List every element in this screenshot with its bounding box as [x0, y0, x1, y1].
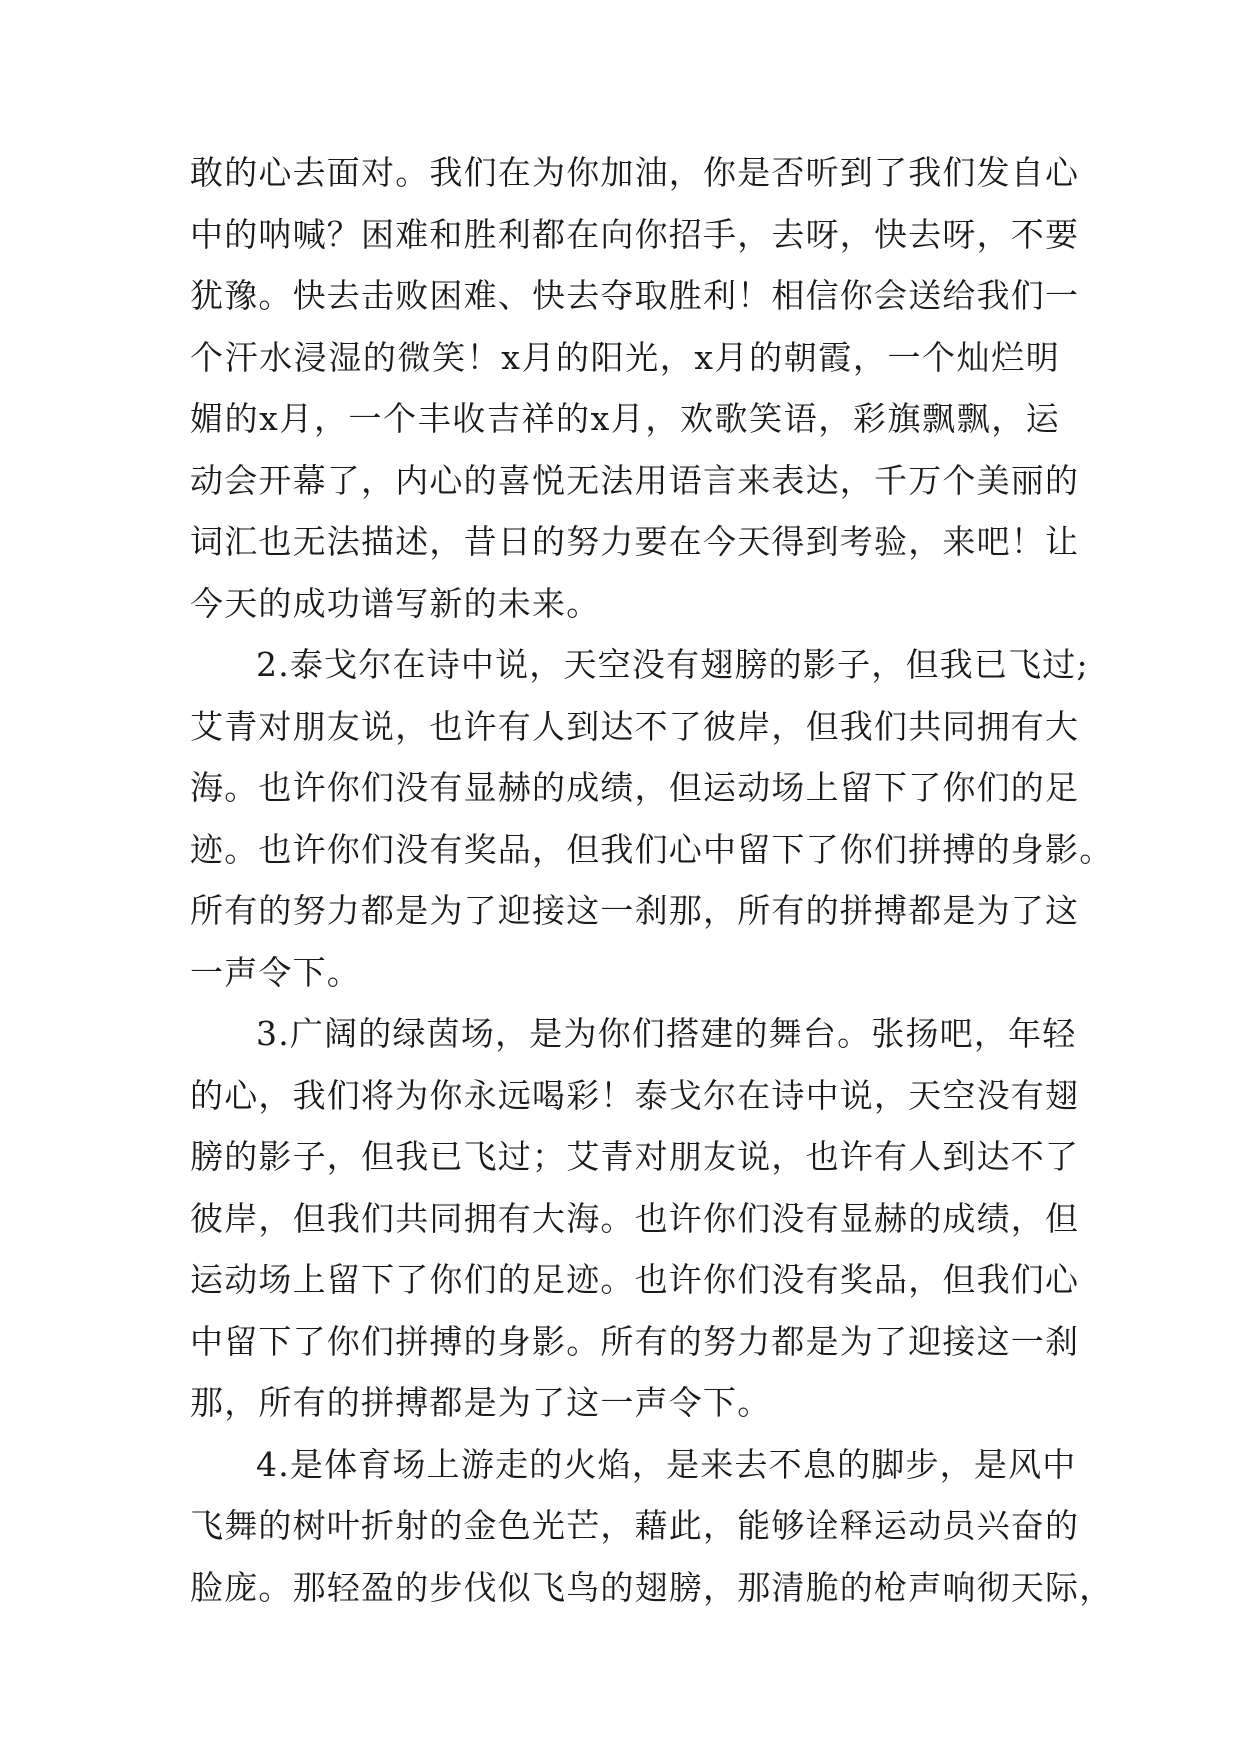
text-line: 彼岸，但我们共同拥有大海。也许你们没有显赫的成绩，但 — [190, 1198, 1080, 1238]
text-line: 那，所有的拼搏都是为了这一声令下。 — [190, 1383, 772, 1422]
text-line: 运动场上留下了你们的足迹。也许你们没有奖品，但我们心 — [190, 1260, 1080, 1299]
text-line: 媚的x月，一个丰收吉祥的x月，欢歌笑语，彩旗飘飘，运 — [190, 399, 1060, 438]
text-line: 迹。也许你们没有奖品，但我们心中留下了你们拼搏的身影。 — [190, 829, 1114, 869]
text-line: 中留下了你们拼搏的身影。所有的努力都是为了迎接这一刹 — [190, 1321, 1080, 1361]
text-line: 动会开幕了，内心的喜悦无法用语言来表达，千万个美丽的 — [190, 460, 1080, 500]
paragraph-4 — [190, 1434, 1114, 1619]
text-line: 2.泰戈尔在诗中说，天空没有翅膀的影子，但我已飞过; — [256, 645, 1089, 684]
paragraph-3 — [190, 1003, 1080, 1434]
text-line: 词汇也无法描述，昔日的努力要在今天得到考验，来吧！让 — [190, 522, 1080, 561]
paragraph-2 — [190, 634, 1114, 1003]
text-line: 中的呐喊？困难和胜利都在向你招手，去呀，快去呀，不要 — [190, 214, 1080, 254]
text-line: 今天的成功谱写新的未来。 — [190, 583, 601, 623]
text-line: 所有的努力都是为了迎接这一刹那，所有的拼搏都是为了这 — [190, 891, 1080, 930]
text-line: 4.是体育场上游走的火焰，是来去不息的脚步，是风中 — [256, 1444, 1077, 1484]
text-line: 脸庞。那轻盈的步伐似飞鸟的翅膀，那清脆的枪声响彻天际， — [190, 1567, 1114, 1607]
text-line: 3.广阔的绿茵场，是为你们搭建的舞台。张扬吧，年轻 — [256, 1014, 1077, 1053]
text-line: 个汗水浸湿的微笑！x月的阳光，x月的朝霞，一个灿烂明 — [190, 337, 1060, 377]
document-body — [190, 142, 1114, 1618]
text-line: 一声令下。 — [190, 952, 361, 992]
text-line: 膀的影子，但我已飞过；艾青对朋友说，也许有人到达不了 — [190, 1137, 1080, 1176]
text-line: 敢的心去面对。我们在为你加油，你是否听到了我们发自心 — [190, 153, 1080, 192]
text-line: 犹豫。快去击败困难、快去夺取胜利！相信你会送给我们一 — [190, 276, 1080, 315]
text-line: 飞舞的树叶折射的金色光芒，藉此，能够诠释运动员兴奋的 — [190, 1506, 1080, 1545]
text-line: 海。也许你们没有显赫的成绩，但运动场上留下了你们的足 — [190, 768, 1080, 807]
paragraph-1 — [190, 142, 1080, 634]
text-line: 艾青对朋友说，也许有人到达不了彼岸，但我们共同拥有大 — [190, 706, 1080, 746]
text-line: 的心，我们将为你永远喝彩！泰戈尔在诗中说，天空没有翅 — [190, 1075, 1080, 1115]
